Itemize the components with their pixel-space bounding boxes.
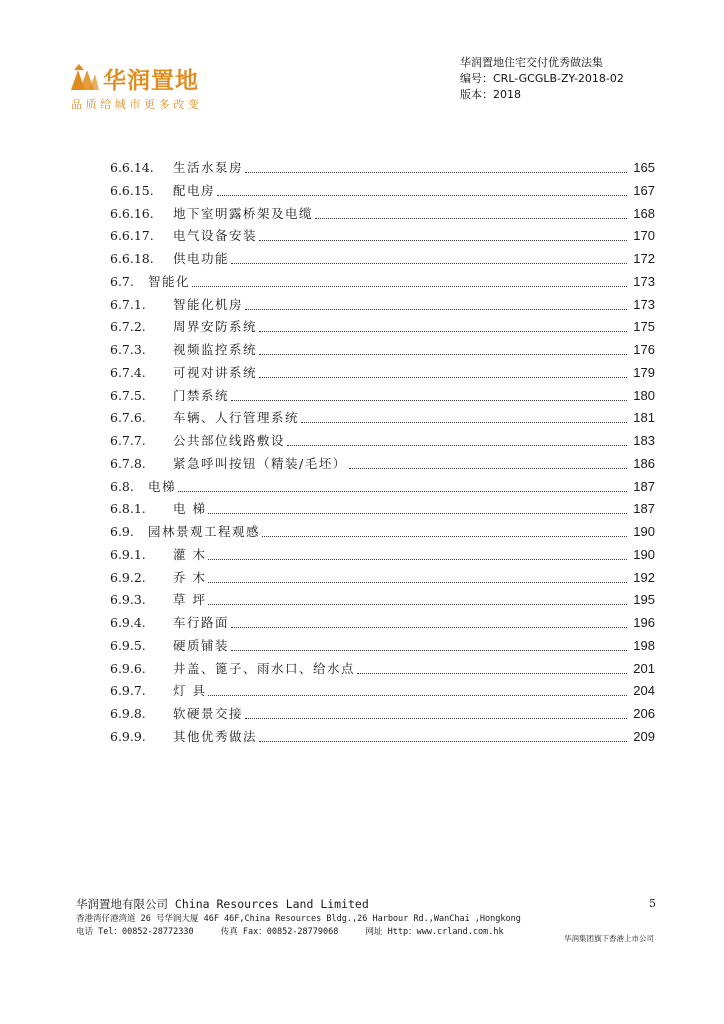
toc-entry-number: 6.7.3.	[110, 342, 146, 357]
toc-entry-title: 电梯	[148, 478, 177, 494]
toc-entry-title: 紧急呼叫按钮（精装/毛坯）	[173, 455, 347, 471]
toc-entry[interactable]	[110, 227, 655, 245]
toc-leader-dots	[259, 331, 627, 332]
toc-entry-title: 车辆、人行管理系统	[173, 410, 300, 426]
toc-entry-page: 187	[633, 501, 655, 517]
toc-entry[interactable]	[110, 182, 655, 200]
toc-entry-page: 201	[633, 660, 655, 676]
toc-entry[interactable]	[110, 523, 655, 541]
toc-entry-title: 视频监控系统	[173, 342, 258, 357]
toc-entry-page: 186	[633, 455, 655, 471]
toc-entry[interactable]	[110, 660, 655, 678]
toc-entry-number: 6.9.8.	[110, 706, 146, 721]
toc-entry-page: 196	[633, 615, 655, 630]
toc-leader-dots	[245, 309, 627, 310]
toc-entry-number: 6.9.	[110, 524, 134, 539]
toc-leader-dots	[349, 468, 627, 469]
toc-leader-dots	[259, 240, 627, 241]
toc-leader-dots	[208, 582, 627, 583]
document-version: 版本：2018	[460, 88, 521, 101]
toc-leader-dots	[259, 741, 627, 742]
toc-entry-title: 公共部位线路敷设	[173, 433, 286, 448]
toc-leader-dots	[231, 650, 627, 651]
document-code: 编号：CRL-GCGLB-ZY-2018-02	[460, 72, 624, 85]
toc-entry-page: 170	[633, 228, 655, 244]
footer-phone: 电话 Tel：00852-28772330	[76, 927, 194, 937]
toc-entry[interactable]	[110, 318, 655, 336]
toc-entry-number: 6.8.	[110, 478, 134, 494]
toc-entry-title: 生活水泵房	[173, 160, 244, 175]
toc-entry[interactable]	[110, 432, 655, 450]
footer-company: 华润置地有限公司 China Resources Land Limited	[76, 897, 369, 911]
toc-leader-dots	[208, 695, 627, 696]
toc-entry-page: 176	[633, 342, 655, 357]
toc-entry[interactable]	[110, 205, 655, 223]
toc-entry[interactable]	[110, 705, 655, 723]
document-meta	[460, 55, 624, 103]
toc-entry-title: 软硬景交接	[173, 706, 244, 721]
toc-entry[interactable]	[110, 614, 655, 632]
toc-leader-dots	[262, 536, 627, 537]
toc-leader-dots	[178, 491, 627, 492]
page-number: 5	[649, 897, 656, 910]
toc-leader-dots	[287, 445, 627, 446]
toc-entry-page: 195	[633, 592, 655, 608]
toc-entry-title: 乔 木	[173, 569, 207, 585]
toc-entry[interactable]	[110, 409, 655, 427]
toc-entry-page: 175	[633, 319, 655, 335]
company-logo	[71, 64, 221, 112]
toc-leader-dots	[259, 354, 627, 355]
toc-entry-number: 6.7.8.	[110, 455, 146, 471]
toc-entry-title: 井盖、篦子、雨水口、给水点	[173, 660, 356, 676]
toc-entry-number: 6.7.2.	[110, 319, 146, 335]
toc-entry-page: 180	[633, 387, 655, 403]
toc-leader-dots	[208, 604, 627, 605]
toc-entry[interactable]	[110, 569, 655, 587]
document-title: 华润置地住宅交付优秀做法集	[460, 56, 603, 69]
toc-entry[interactable]	[110, 591, 655, 609]
toc-leader-dots	[217, 195, 627, 196]
toc-entry-page: 168	[633, 205, 655, 221]
toc-entry[interactable]	[110, 273, 655, 291]
toc-entry-title: 地下室明露桥架及电缆	[173, 205, 314, 221]
toc-leader-dots	[245, 172, 627, 173]
toc-entry[interactable]	[110, 341, 655, 359]
toc-entry-title: 电 梯	[173, 501, 207, 517]
toc-entry-page: 167	[633, 182, 655, 198]
toc-entry-title: 草 坪	[173, 592, 207, 608]
toc-entry-title: 周界安防系统	[173, 319, 258, 335]
toc-entry-number: 6.7.4.	[110, 364, 146, 380]
toc-entry-title: 供电功能	[173, 251, 230, 266]
toc-leader-dots	[208, 559, 627, 560]
toc-entry-number: 6.6.17.	[110, 228, 154, 244]
toc-entry-number: 6.9.5.	[110, 637, 146, 653]
toc-leader-dots	[245, 718, 627, 719]
toc-entry-page: 198	[633, 637, 655, 653]
toc-entry-number: 6.6.16.	[110, 205, 154, 221]
toc-entry-page: 190	[633, 546, 655, 562]
toc-entry-page: 181	[633, 410, 655, 426]
toc-leader-dots	[231, 400, 627, 401]
toc-entry-title: 可视对讲系统	[173, 364, 258, 380]
toc-entry[interactable]	[110, 296, 655, 314]
toc-entry-title: 配电房	[173, 182, 216, 198]
toc-entry-number: 6.7.7.	[110, 433, 146, 448]
toc-entry[interactable]	[110, 637, 655, 655]
footer-address: 香港湾仔港湾道 26 号华润大厦 46F 46F,China Resources Bldg.,26 Harbour Rd.,WanChai ,Hongkong	[76, 914, 521, 924]
toc-entry-page: 165	[633, 160, 655, 175]
toc-entry-page: 179	[633, 364, 655, 380]
toc-entry-number: 6.8.1.	[110, 501, 146, 517]
toc-entry-number: 6.7.	[110, 273, 134, 289]
toc-entry[interactable]	[110, 250, 655, 268]
toc-entry-page: 190	[633, 524, 655, 539]
toc-entry-number: 6.6.18.	[110, 251, 154, 266]
toc-entry[interactable]	[110, 364, 655, 382]
toc-entry[interactable]	[110, 455, 655, 473]
toc-entry-number: 6.6.15.	[110, 182, 154, 198]
toc-entry-title: 智能化机房	[173, 296, 244, 312]
toc-entry-number: 6.9.4.	[110, 615, 146, 630]
toc-entry-number: 6.7.5.	[110, 387, 146, 403]
toc-entry-title: 硬质铺装	[173, 637, 230, 653]
toc-entry-title: 其他优秀做法	[173, 728, 258, 744]
footer-fax: 传真 Fax：00852-28779068	[220, 927, 339, 937]
toc-entry[interactable]	[110, 387, 655, 405]
footer-note: 华润集团旗下香港上市公司	[564, 934, 654, 943]
toc-leader-dots	[231, 263, 627, 264]
toc-leader-dots	[192, 286, 627, 287]
footer-website: 网址 Http：www.crland.com.hk	[365, 927, 504, 937]
toc-entry-title: 灯 具	[173, 683, 207, 699]
logo-mark-icon	[71, 64, 99, 90]
toc-entry-number: 6.9.9.	[110, 728, 146, 744]
toc-entry-page: 187	[633, 478, 655, 494]
toc-entry[interactable]	[110, 478, 655, 496]
toc-entry[interactable]	[110, 728, 655, 746]
toc-entry-page: 173	[633, 273, 655, 289]
toc-entry-page: 172	[633, 251, 655, 266]
toc-entry-number: 6.7.6.	[110, 410, 146, 426]
toc-entry-page: 204	[633, 683, 655, 699]
toc-entry[interactable]	[110, 500, 655, 518]
toc-entry-number: 6.9.2.	[110, 569, 146, 585]
toc-entry-title: 智能化	[148, 273, 191, 289]
toc-entry-page: 192	[633, 569, 655, 585]
toc-entry-title: 电气设备安装	[173, 228, 258, 244]
toc-entry[interactable]	[110, 546, 655, 564]
toc-entry[interactable]	[110, 682, 655, 700]
toc-entry-number: 6.9.6.	[110, 660, 146, 676]
toc-leader-dots	[259, 377, 627, 378]
toc-entry-number: 6.6.14.	[110, 160, 154, 175]
toc-entry-page: 206	[633, 706, 655, 721]
toc-entry-page: 173	[633, 296, 655, 312]
toc-entry-number: 6.9.1.	[110, 546, 146, 562]
toc-entry-title: 灌 木	[173, 546, 207, 562]
toc-leader-dots	[231, 627, 627, 628]
toc-leader-dots	[315, 218, 627, 219]
toc-entry-page: 183	[633, 433, 655, 448]
toc-entry-title: 园林景观工程观感	[148, 524, 261, 539]
toc-entry[interactable]	[110, 159, 655, 177]
toc-entry-title: 车行路面	[173, 615, 230, 630]
toc-leader-dots	[357, 673, 627, 674]
logo-slogan: 品质给城市更多改变	[71, 98, 203, 111]
toc-entry-number: 6.9.3.	[110, 592, 146, 608]
toc-entry-number: 6.7.1.	[110, 296, 146, 312]
toc-entry-number: 6.9.7.	[110, 683, 146, 699]
toc-leader-dots	[301, 422, 627, 423]
toc-entry-title: 门禁系统	[173, 387, 230, 403]
toc-entry-page: 209	[633, 728, 655, 744]
toc-leader-dots	[208, 513, 627, 514]
footer-contact	[76, 925, 526, 937]
logo-name: 华润置地	[103, 68, 199, 94]
